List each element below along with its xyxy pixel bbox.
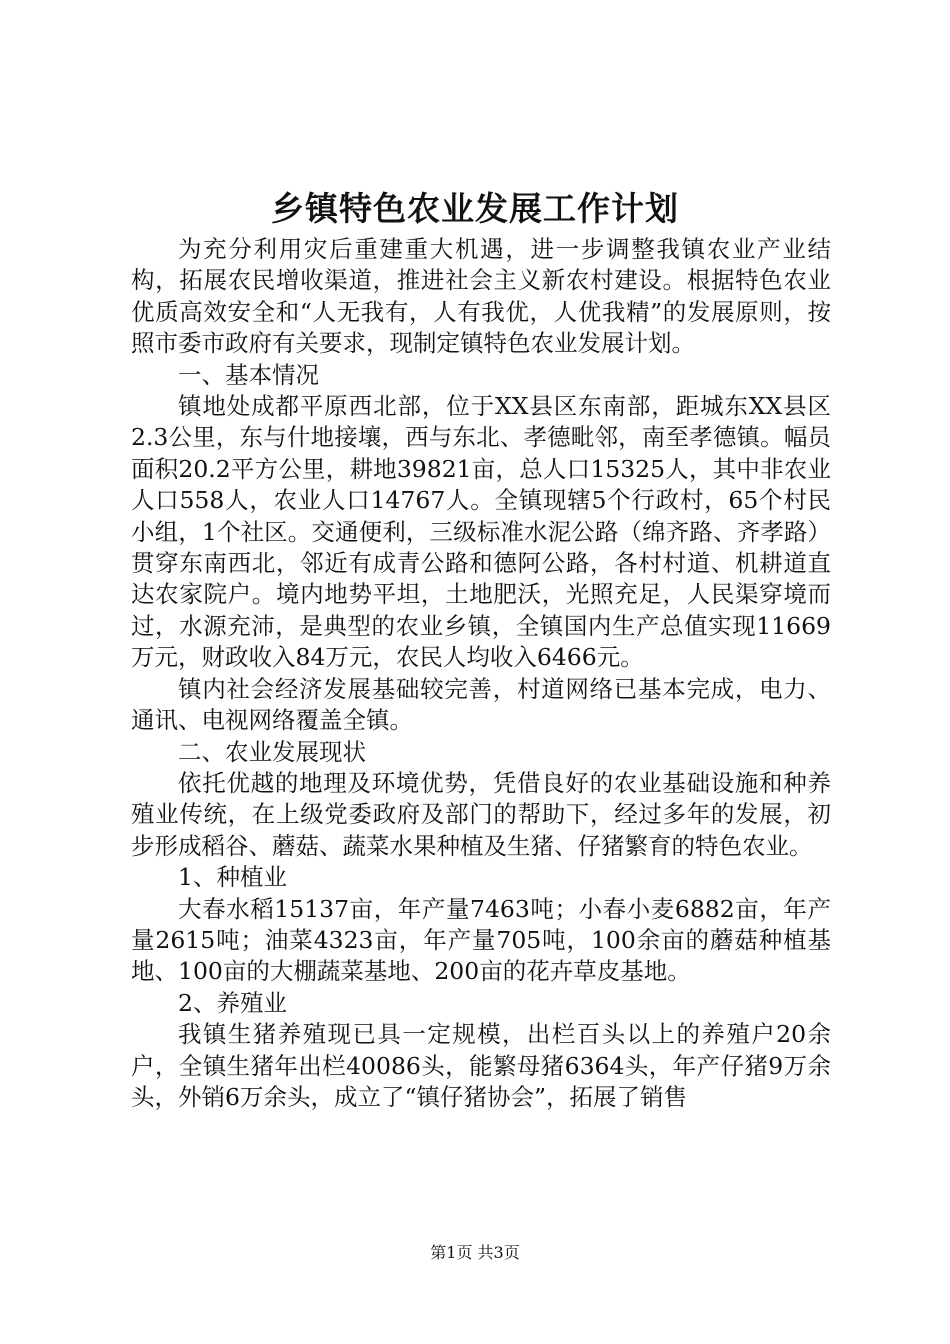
document-body (131, 234, 831, 1113)
section-heading-status: 二、农业发展现状 (178, 737, 366, 766)
subheading-planting: 1、种植业 (178, 863, 287, 892)
subheading-breeding: 2、养殖业 (178, 988, 287, 1017)
page-number-footer: 第1页 共3页 (430, 1243, 520, 1262)
paragraph-planting: 大春水稻15137亩，年产量7463吨；小春小麦6882亩，年产量2615吨；油菜4323亩，年产量705吨，100余亩的蘑菇种植基地、100亩的大棚蔬菜基地、200亩的花卉草皮基地。 (131, 894, 831, 986)
paragraph-breeding: 我镇生猪养殖现已具一定规模，出栏百头以上的养殖户20余户，全镇生猪年出栏40086头，能繁母猪6364头，年产仔猪9万余头，外销6万余头，成立了“镇仔猪协会”，拓展了销售 (131, 1020, 831, 1111)
paragraph-intro: 为充分利用灾后重建重大机遇，进一步调整我镇农业产业结构，拓展农民增收渠道，推进社会主义新农村建设。根据特色农业优质高效安全和“人无我有，人有我优，人优我精”的发展原则，按照市委市政府有关要求，现制定镇特色农业发展计划。 (131, 235, 831, 358)
page-title: 乡镇特色农业发展工作计划 (271, 189, 679, 228)
section-heading-basic: 一、基本情况 (178, 360, 319, 389)
paragraph-status: 依托优越的地理及环境优势，凭借良好的农业基础设施和种养殖业传统，在上级党委政府及部门的帮助下，经过多年的发展，初步形成稻谷、蘑菇、蔬菜水果种植及生猪、仔猪繁育的特色农业。 (131, 768, 831, 860)
paragraph-basic-info: 镇地处成都平原西北部，位于XX县区东南部，距城东XX县区2.3公里，东与什地接壤，西与东北、孝德毗邻，南至孝德镇。幅员面积20.2平方公里，耕地39821亩，总人口15325人，其中非农业人口558人，农业人口14767人。全镇现辖5个行政村，65个村民小组，1个社区。交通便利，三级标准水泥公路（绵齐路、齐孝路）贯穿东南西北，邻近有成青公路和德阿公路，各村村道、机耕道直达农家院户。境内地势平坦，土地肥沃，光照充足，人民渠穿境而过，水源充沛，是典型的农业乡镇，全镇国内生产总值实现11669万元，财政收入84万元，农民人均收入6466元。 (131, 392, 831, 672)
paragraph-infrastructure: 镇内社会经济发展基础较完善，村道网络已基本完成，电力、通讯、电视网络覆盖全镇。 (131, 674, 831, 735)
